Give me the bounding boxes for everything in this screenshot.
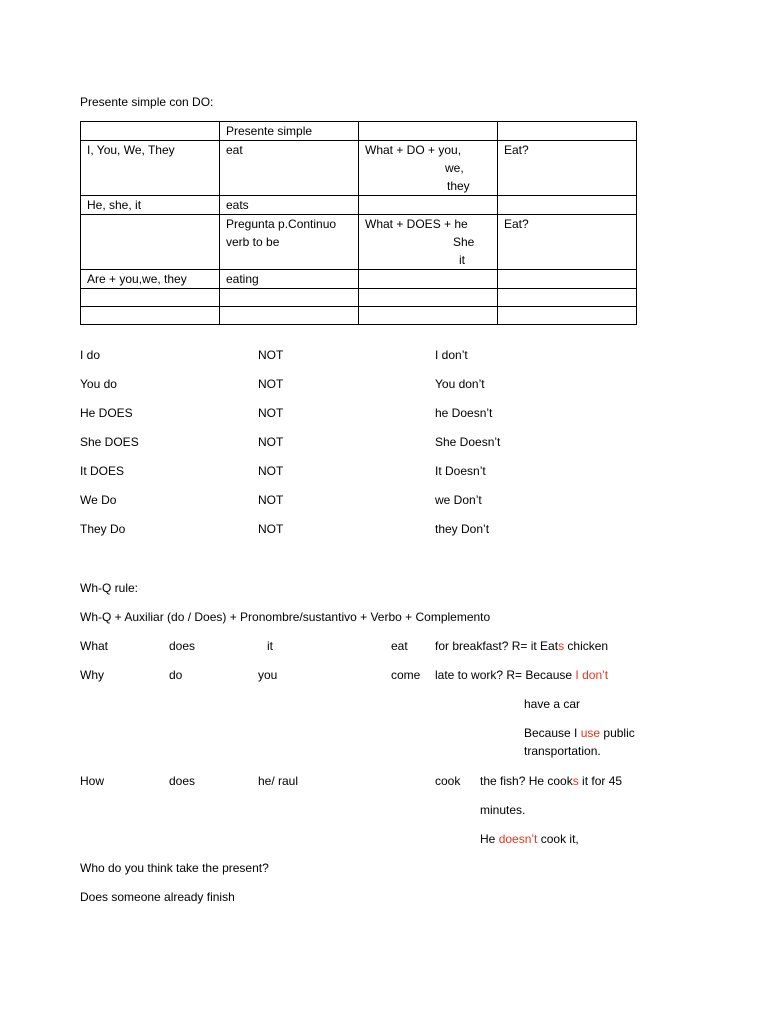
table-cell [359, 270, 498, 289]
neg-not: NOT [258, 522, 284, 536]
cell-line: She [453, 235, 475, 249]
table-cell: Eat? [498, 215, 637, 270]
ex-complement [480, 772, 622, 790]
cell-line: Pregunta p.Continuo [226, 217, 337, 231]
table-cell: eat [220, 141, 359, 196]
table-cell [359, 122, 498, 141]
text-segment: public [600, 726, 635, 740]
neg-not: NOT [258, 435, 284, 449]
whq-formula: Wh-Q + Auxiliar (do / Does) + Pronombre/sustantivo + Verbo + Complemento [80, 610, 491, 624]
cell-line: they [447, 179, 470, 193]
table-cell [220, 289, 359, 307]
text-segment: late to work? R= Because [435, 668, 576, 682]
highlighted-text: doesn’t [498, 832, 538, 846]
table-cell: He, she, it [81, 196, 220, 215]
neg-negative: they Don’t [435, 522, 490, 536]
table-cell [359, 307, 498, 325]
highlighted-text: s [572, 774, 579, 788]
table-cell: Presente simple [220, 122, 359, 141]
ex-auxiliary: does [169, 639, 196, 653]
ex-answer-line [480, 830, 579, 848]
neg-not: NOT [258, 464, 284, 478]
neg-negative: we Don’t [435, 493, 482, 507]
ex-subject: you [258, 668, 278, 682]
cell-line: What + DO + you, [365, 143, 462, 157]
text-segment: it for 45 [578, 774, 623, 788]
whq-heading: Wh-Q rule: [80, 581, 139, 595]
ex-verb: cook [435, 774, 461, 788]
table-row [81, 141, 637, 196]
ex-wh-word: Why [80, 668, 104, 682]
table-cell [220, 215, 359, 270]
table-cell [220, 307, 359, 325]
highlighted-text: use [580, 726, 601, 740]
table-cell [498, 122, 637, 141]
table-cell [359, 215, 498, 270]
presente-simple-table [80, 121, 637, 325]
neg-affirmative: It DOES [80, 464, 125, 478]
table-cell: eating [220, 270, 359, 289]
ex-verb: come [391, 668, 421, 682]
cell-line: verb to be [226, 235, 280, 249]
neg-affirmative: She DOES [80, 435, 139, 449]
ex-answer-line [524, 724, 635, 742]
table-row [81, 289, 637, 307]
text-segment: Because I [524, 726, 581, 740]
ex-answer-line: transportation. [524, 744, 601, 758]
table-cell [81, 307, 220, 325]
ex-wh-word: How [80, 774, 105, 788]
ex-wh-word: What [80, 639, 109, 653]
table-cell: eats [220, 196, 359, 215]
neg-affirmative: I do [80, 348, 101, 362]
table-cell [498, 196, 637, 215]
text-segment: cook it, [537, 832, 579, 846]
neg-affirmative: You do [80, 377, 117, 391]
ex-answer-line: minutes. [480, 803, 526, 817]
text-segment: for breakfast? R= it Eat [435, 639, 559, 653]
text-segment: the fish? He cook [480, 774, 573, 788]
ex-subject: he/ raul [258, 774, 299, 788]
ex-complement [435, 666, 608, 684]
page-title: Presente simple con DO: [80, 95, 214, 109]
cell-line: it [459, 253, 465, 267]
table-cell: Eat? [498, 141, 637, 196]
table-row [81, 307, 637, 325]
table-row [81, 215, 637, 270]
table-row [81, 270, 637, 289]
neg-not: NOT [258, 377, 284, 391]
neg-affirmative: He DOES [80, 406, 133, 420]
neg-not: NOT [258, 406, 284, 420]
table-cell [359, 289, 498, 307]
neg-not: NOT [258, 493, 284, 507]
text-segment: chicken [564, 639, 609, 653]
text-segment: He [480, 832, 499, 846]
neg-affirmative: We Do [80, 493, 117, 507]
table-cell: I, You, We, They [81, 141, 220, 196]
table-cell [81, 215, 220, 270]
cell-line: What + DOES + he [365, 217, 468, 231]
table-cell [498, 289, 637, 307]
table-row [81, 122, 637, 141]
table-row [81, 196, 637, 215]
ex-auxiliary: does [169, 774, 196, 788]
highlighted-text: I don’t [575, 668, 609, 682]
ex-answer-line: have a car [524, 697, 581, 711]
neg-negative: You don’t [435, 377, 485, 391]
table-cell [359, 141, 498, 196]
ex-auxiliary: do [169, 668, 183, 682]
neg-not: NOT [258, 348, 284, 362]
neg-negative: She Doesn’t [435, 435, 501, 449]
question-line: Who do you think take the present? [80, 861, 269, 875]
table-cell [498, 307, 637, 325]
neg-negative: I don’t [435, 348, 468, 362]
table-cell [81, 289, 220, 307]
highlighted-text: s [558, 639, 565, 653]
table-cell [498, 270, 637, 289]
ex-complement [435, 637, 608, 655]
question-line: Does someone already finish [80, 890, 235, 904]
cell-line: we, [445, 161, 464, 175]
ex-verb: eat [391, 639, 408, 653]
table-cell: Are + you,we, they [81, 270, 220, 289]
table-cell [81, 122, 220, 141]
neg-affirmative: They Do [80, 522, 126, 536]
neg-negative: It Doesn’t [435, 464, 486, 478]
table-cell [359, 196, 498, 215]
neg-negative: he Doesn’t [435, 406, 493, 420]
ex-subject: it [267, 639, 273, 653]
